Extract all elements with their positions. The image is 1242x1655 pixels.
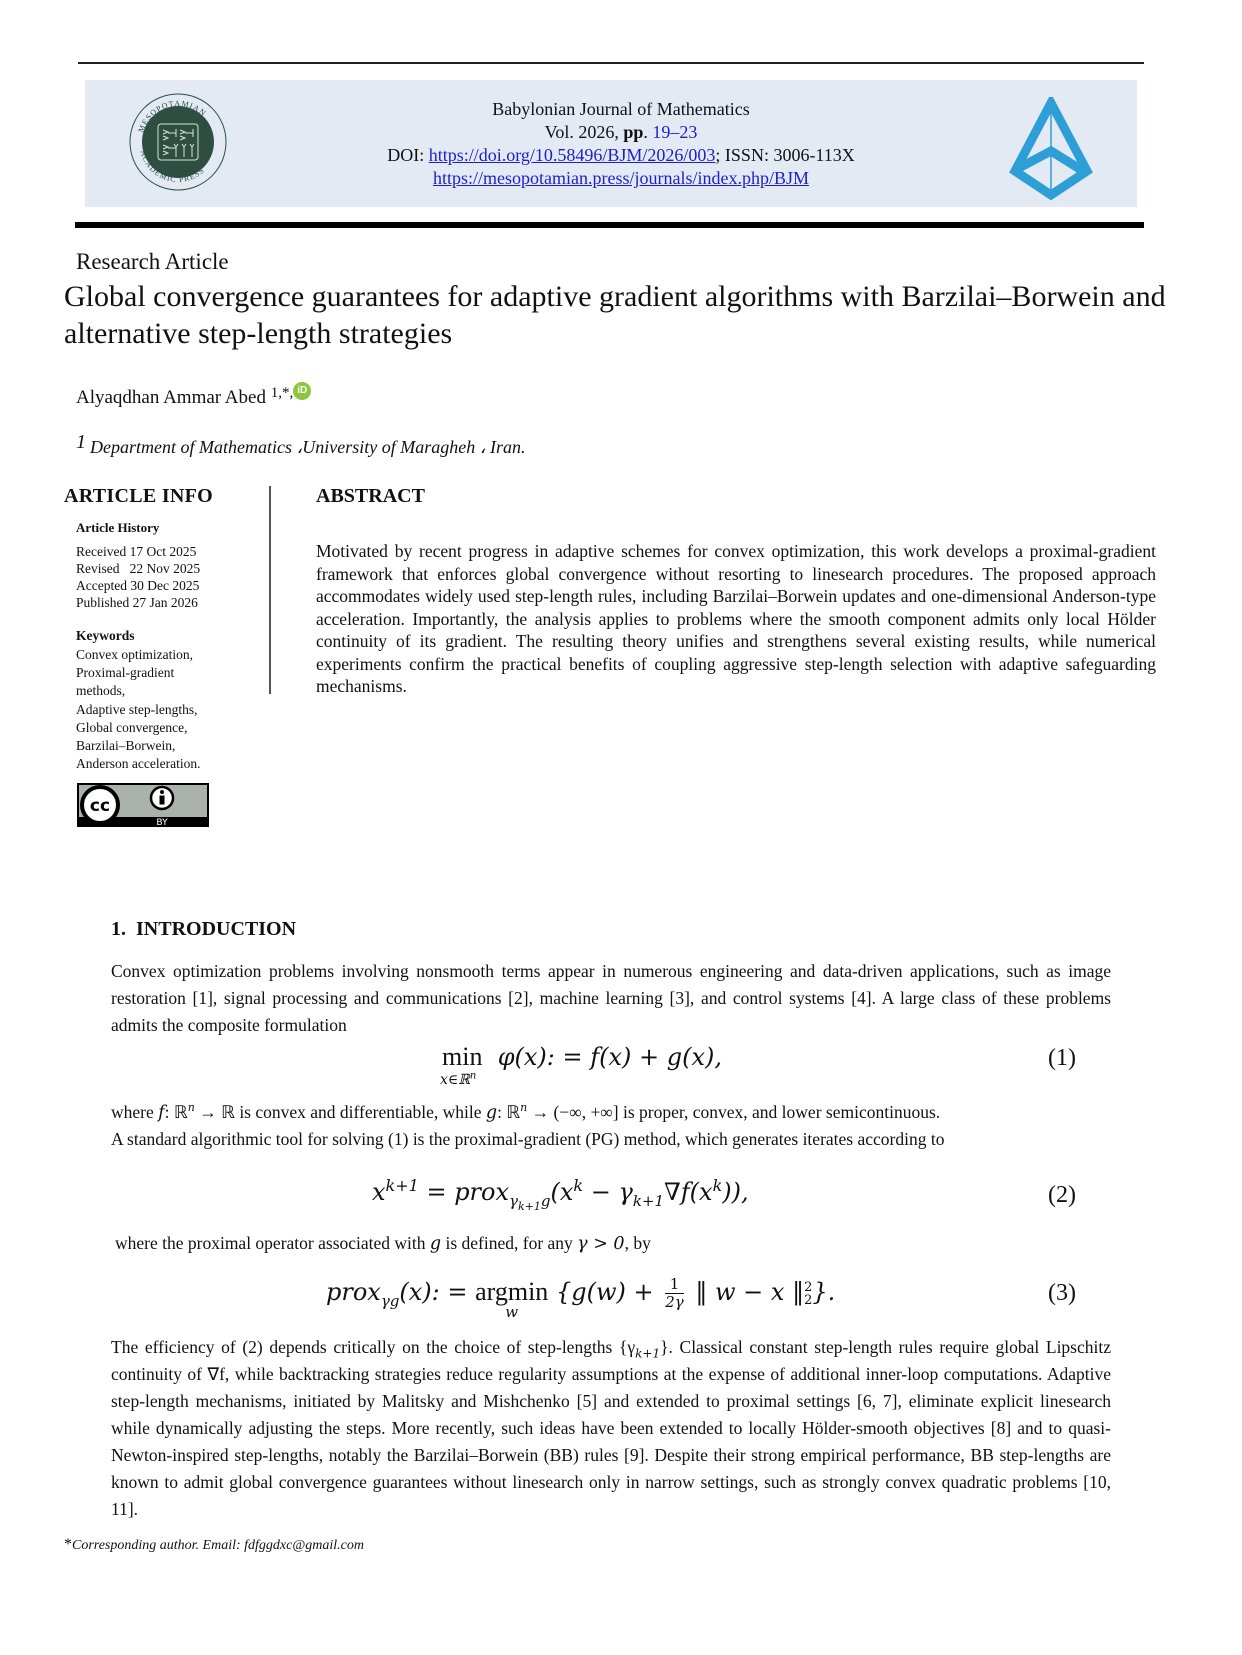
top-rule xyxy=(78,62,1144,64)
keyword: Anderson acceleration. xyxy=(76,756,201,772)
keyword: Barzilai–Borwein, xyxy=(76,738,176,754)
affiliation xyxy=(76,431,526,458)
abstract-heading: ABSTRACT xyxy=(316,485,425,507)
eq3-norm-sub: 2 xyxy=(804,1292,813,1308)
affiliation-text: Department of Mathematics ،University of Maragheh ، Iran. xyxy=(90,437,526,457)
volume-text: Vol. 2026, xyxy=(544,122,624,142)
eq3-open: {g(w) + xyxy=(555,1278,662,1306)
intro-paragraph-1: Convex optimization problems involving nonsmooth terms appear in numerous engineering and data-driven applications, such as image restoration [1], signal processing and communications [2], machine learning [3], and control systems [4]. A large class of these problems admits the composite formulation xyxy=(111,961,1111,1035)
history-received: Received 17 Oct 2025 xyxy=(76,544,197,559)
eq1-under-sup: n xyxy=(469,1070,477,1082)
eq3-norm: ‖ w − x ‖ xyxy=(687,1278,805,1306)
equation-1 xyxy=(442,1042,722,1072)
pp-label: pp xyxy=(623,122,644,142)
article-title: Global convergence guarantees for adaptive gradient algorithms with Barzilai–Borwein and alternative step-length strategies xyxy=(64,280,1166,350)
svg-text:MESOPOTAMIAN: MESOPOTAMIAN xyxy=(136,98,209,134)
p2-sup: n xyxy=(187,1101,195,1115)
eq2-prox-sub xyxy=(509,1191,551,1213)
equation-1-number: (1) xyxy=(1048,1045,1076,1071)
keyword: Convex optimization, xyxy=(76,647,193,662)
footnote-text: Corresponding author. Email: fdfggdxc@gmail.com xyxy=(72,1538,364,1553)
doi-label: DOI: xyxy=(387,145,429,165)
equation-3-number: (3) xyxy=(1048,1280,1076,1306)
eq2-prox: = prox xyxy=(418,1178,510,1206)
intro-paragraph-3: A standard algorithmic tool for solving (1) is the proximal-gradient (PG) method, which generates iterates according to xyxy=(111,1129,945,1149)
journal-url-link[interactable]: https://mesopotamian.press/journals/index.php/BJM xyxy=(433,168,809,188)
eq2-gamma-sub: k+1 xyxy=(632,1191,665,1210)
column-divider xyxy=(269,486,271,694)
eq3-prox-sub: γg xyxy=(380,1291,400,1310)
article-type: Research Article xyxy=(76,249,229,274)
eq2-lhs-sup: k+1 xyxy=(385,1176,419,1195)
eq2-sup-k2: k xyxy=(712,1176,723,1195)
eq2-sup-k: k xyxy=(573,1176,584,1195)
journal-name: Babylonian Journal of Mathematics xyxy=(492,99,750,119)
header-rule xyxy=(75,222,1144,228)
eq3-norm-sup: 2 xyxy=(804,1279,813,1295)
p4-text: is defined, for any xyxy=(441,1233,578,1253)
article-history-heading: Article History xyxy=(76,520,160,535)
p2-sup: n xyxy=(520,1101,528,1115)
corresponding-author-footnote xyxy=(64,1536,364,1554)
author-name: Alyaqdhan Ammar Abed xyxy=(76,387,271,408)
equation-2 xyxy=(372,1176,749,1213)
intro-paragraph-5 xyxy=(111,1334,1111,1523)
by-label: BY xyxy=(156,818,168,828)
cc-icon: cc xyxy=(89,796,111,816)
eq3-prox: prox xyxy=(326,1278,381,1306)
history-published: Published 27 Jan 2026 xyxy=(76,595,198,610)
p5-text: The efficiency of (2) depends critically on the choice of step-lengths {γ xyxy=(111,1337,636,1357)
p5-text: }. Classical constant step-length rules require global Lipschitz continuity of ∇f, while backtracking strategies reduce regularity assumptions at the expense of additional inner-loop computations. Adaptive step-length mechanisms, initiated by Malitsky and Mishchenko [5] and extended to proximal settings [6, 7], eliminate explicit linesearch while dynamically adjusting the steps. More recently, such ideas have been extended to locally Hölder-smooth objectives [8] and to quasi-Newton-inspired step-lengths, notably the Barzilai–Borwein (BB) rules [9]. Despite their strong empirical performance, BB step-lengths are known to admit global convergence guarantees without linesearch only in narrow settings, such as strongly convex quadratic problems [10, 11]. xyxy=(111,1337,1111,1519)
intro-paragraph-4 xyxy=(115,1230,1115,1258)
eq2-open: (x xyxy=(550,1178,574,1206)
article-info-heading: ARTICLE INFO xyxy=(64,485,214,507)
p2-text: : ℝ xyxy=(164,1102,188,1122)
eq2-minus: − γ xyxy=(583,1178,633,1206)
cc-by-license-badge[interactable] xyxy=(76,782,210,828)
eq2-grad: ∇f(x xyxy=(664,1178,713,1206)
eq3-frac-num: 1 xyxy=(665,1276,684,1294)
keyword: Global convergence, xyxy=(76,719,188,735)
eq3-close: }. xyxy=(812,1278,836,1306)
doi-link[interactable]: https://doi.org/10.58496/BJM/2026/003 xyxy=(428,145,716,165)
eq3-argmin-under: w xyxy=(505,1303,519,1321)
affiliation-number: 1 xyxy=(76,431,86,453)
abstract-text: Motivated by recent progress in adaptive schemes for convex optimization, this work develops a proximal-gradient framework that enforces global convergence without resorting to linesearch procedures. The proposed approach accommodates widely used step-length rules, including Barzilai–Borwein updates and one-dimensional Anderson-type acceleration. Importantly, the analysis applies to problems where the smooth component admits only local Hölder continuity of its gradient. The resulting theory unifies and strengthens several existing results, while numerical experiments confirm the practical benefits of coupling aggressive step-length selection with adaptive safeguarding mechanisms. xyxy=(316,541,1156,696)
article-history xyxy=(76,543,200,611)
p4-text: where the proximal operator associated with xyxy=(115,1233,430,1253)
keywords-list xyxy=(76,646,226,773)
footnote-star: * xyxy=(64,1536,72,1553)
svg-text:ACADEMIC PRESS: ACADEMIC PRESS xyxy=(138,149,207,185)
p4-text: , by xyxy=(624,1233,651,1253)
p2-g: g xyxy=(485,1103,498,1123)
p2-text: → ℝ is convex and differentiable, while xyxy=(194,1102,486,1122)
eq1-body: φ(x): = f(x) + g(x), xyxy=(497,1043,723,1071)
keywords-heading: Keywords xyxy=(76,628,135,643)
eq3-arg: (x): = xyxy=(399,1278,476,1306)
eq2-sub-g: g xyxy=(540,1191,551,1210)
eq3-argmin xyxy=(475,1277,549,1321)
eq3-frac-den: 2γ xyxy=(665,1293,684,1311)
p5-sub: k+1 xyxy=(635,1346,661,1361)
eq3-argmin-text: argmin xyxy=(475,1277,549,1306)
section-heading-introduction: 1. INTRODUCTION xyxy=(111,918,297,940)
history-revised: Revised 22 Nov 2025 xyxy=(76,561,201,576)
equation-3 xyxy=(326,1275,836,1321)
eq1-min: min xyxy=(442,1042,483,1071)
author-marks: 1,*, xyxy=(270,385,294,401)
keyword: Adaptive step-lengths, xyxy=(76,701,198,717)
equation-2-number: (2) xyxy=(1048,1182,1076,1208)
eq2-close: )), xyxy=(722,1178,749,1206)
p2-text: → (−∞, +∞] is proper, convex, and lower semicontinuous. xyxy=(527,1102,941,1122)
p2-text: : ℝ xyxy=(497,1102,521,1122)
p2-text: where xyxy=(111,1102,159,1122)
p2-f: f xyxy=(158,1103,165,1123)
page-range: 19–23 xyxy=(652,122,698,142)
p4-gamma: γ > 0 xyxy=(577,1234,625,1254)
p4-g: g xyxy=(429,1234,442,1254)
issn-text: ; ISSN: 3006-113X xyxy=(715,145,855,165)
eq2-sub-gamma: γ xyxy=(509,1191,518,1210)
eq2-lhs: x xyxy=(372,1178,386,1206)
keyword: Proximal-gradient methods, xyxy=(76,665,175,699)
pp-dot: . xyxy=(643,122,653,142)
eq3-fraction xyxy=(665,1276,684,1311)
history-accepted: Accepted 30 Dec 2025 xyxy=(76,578,200,593)
eq1-subscript xyxy=(440,1072,476,1088)
eq2-sub-k: k+1 xyxy=(517,1199,541,1213)
orcid-icon[interactable]: iD xyxy=(293,382,311,400)
journal-pyramid-logo xyxy=(1005,97,1097,201)
intro-paragraph-2 xyxy=(111,1099,1111,1127)
eq1-under: x∈ℝ xyxy=(440,1072,470,1088)
author-line xyxy=(76,382,311,409)
